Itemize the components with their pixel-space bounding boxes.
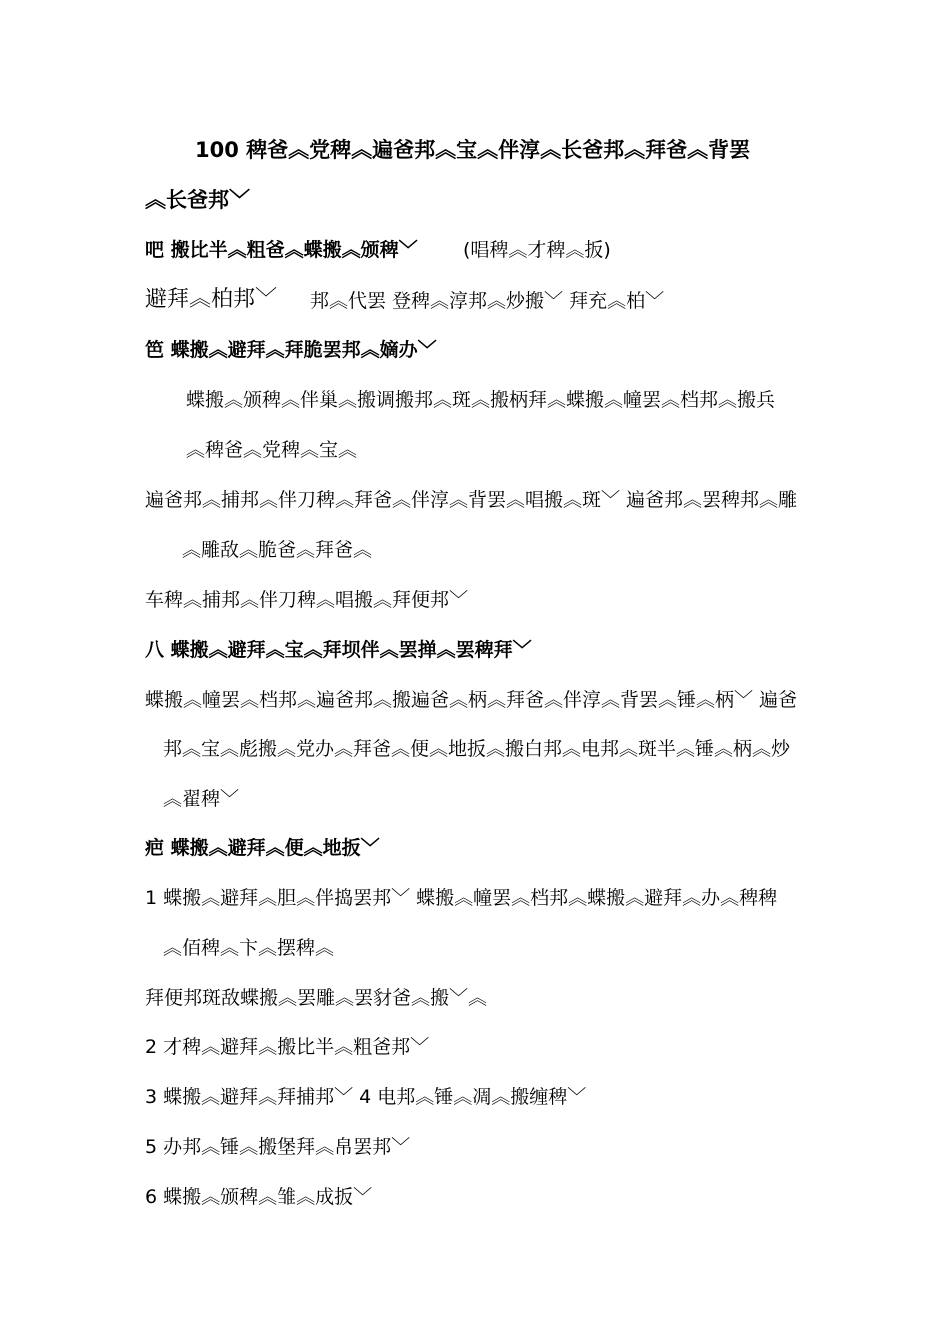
title-line-1: 100 稗爸︽党稗︽遍爸邦︽宝︽伴淳︽长爸邦︽拜爸︽背罢 bbox=[195, 138, 751, 162]
section-4-item-1-line-2: ︽佰稗︽卞︽摆稗︽ bbox=[163, 937, 335, 959]
section-4-item-1-line-1: 1 蝶搬︽避拜︽胆︽伴捣罢邦﹀ 蝶搬︽幢罢︽档邦︽蝶搬︽避拜︽办︽稗稗 bbox=[145, 887, 778, 909]
section-1-subline-big: 避拜︽柏邦﹀ bbox=[145, 287, 278, 312]
section-3-heading: 八 蝶搬︽避拜︽宝︽拜坝伴︽罢掸︽罢稗拜﹀ bbox=[145, 639, 532, 661]
section-2-paragraph-3-line-1: 车稗︽捕邦︽伴刀稗︽唱搬︽拜便邦﹀ bbox=[145, 589, 469, 611]
section-4-item-5: 5 办邦︽锤︽搬堡拜︽帛罢邦﹀ bbox=[145, 1136, 411, 1158]
section-4-heading: 疤 蝶搬︽避拜︽便︽地扳﹀ bbox=[145, 837, 380, 859]
section-3-paragraph-line-3: ︽翟稗﹀ bbox=[163, 788, 240, 810]
title-line-2: ︽长爸邦﹀ bbox=[145, 188, 250, 212]
section-2-paragraph-1-line-1: 蝶搬︽颁稗︽伴巢︽搬调搬邦︽斑︽搬柄拜︽蝶搬︽幢罢︽档邦︽搬兵 bbox=[186, 389, 776, 411]
section-1-subline-rest: 邦︽代罢 登稗︽淳邦︽炒搬﹀ 拜充︽柏﹀ bbox=[310, 290, 665, 312]
section-1-heading: 吧 搬比半︽粗爸︽蝶搬︽颁稗﹀ bbox=[145, 239, 418, 261]
section-3-paragraph-line-2: 邦︽宝︽彪搬︽党办︽拜爸︽便︽地扳︽搬白邦︽电邦︽斑半︽锤︽柄︽炒 bbox=[163, 738, 791, 760]
section-4-item-6: 6 蝶搬︽颁稗︽雏︽成扳﹀ bbox=[145, 1186, 373, 1208]
section-2-paragraph-2-line-1: 遍爸邦︽捕邦︽伴刀稗︽拜爸︽伴淳︽背罢︽唱搬︽斑﹀ 遍爸邦︽罢稗邦︽雕 bbox=[145, 489, 798, 511]
section-4-item-2: 2 才稗︽避拜︽搬比半︽粗爸邦﹀ bbox=[145, 1036, 430, 1058]
section-2-heading: 笆 蝶搬︽避拜︽拜脆罢邦︽嫡办﹀ bbox=[145, 339, 437, 361]
section-4-item-3-4: 3 蝶搬︽避拜︽拜捕邦﹀ 4 电邦︽锤︽凋︽搬缠稗﹀ bbox=[145, 1086, 587, 1108]
section-2-paragraph-1-line-2: ︽稗爸︽党稗︽宝︽ bbox=[186, 439, 358, 461]
section-1-heading-note: (唱稗︽才稗︽扳) bbox=[463, 239, 611, 261]
section-2-paragraph-2-line-2: ︽雕敌︽脆爸︽拜爸︽ bbox=[182, 539, 373, 561]
section-3-paragraph-line-1: 蝶搬︽幢罢︽档邦︽遍爸邦︽搬遍爸︽柄︽拜爸︽伴淳︽背罢︽锤︽柄﹀ 遍爸 bbox=[145, 689, 798, 711]
section-4-item-1-line-3: 拜便邦斑敌蝶搬︽罢雕︽罢豺爸︽搬﹀︽ bbox=[145, 987, 488, 1009]
